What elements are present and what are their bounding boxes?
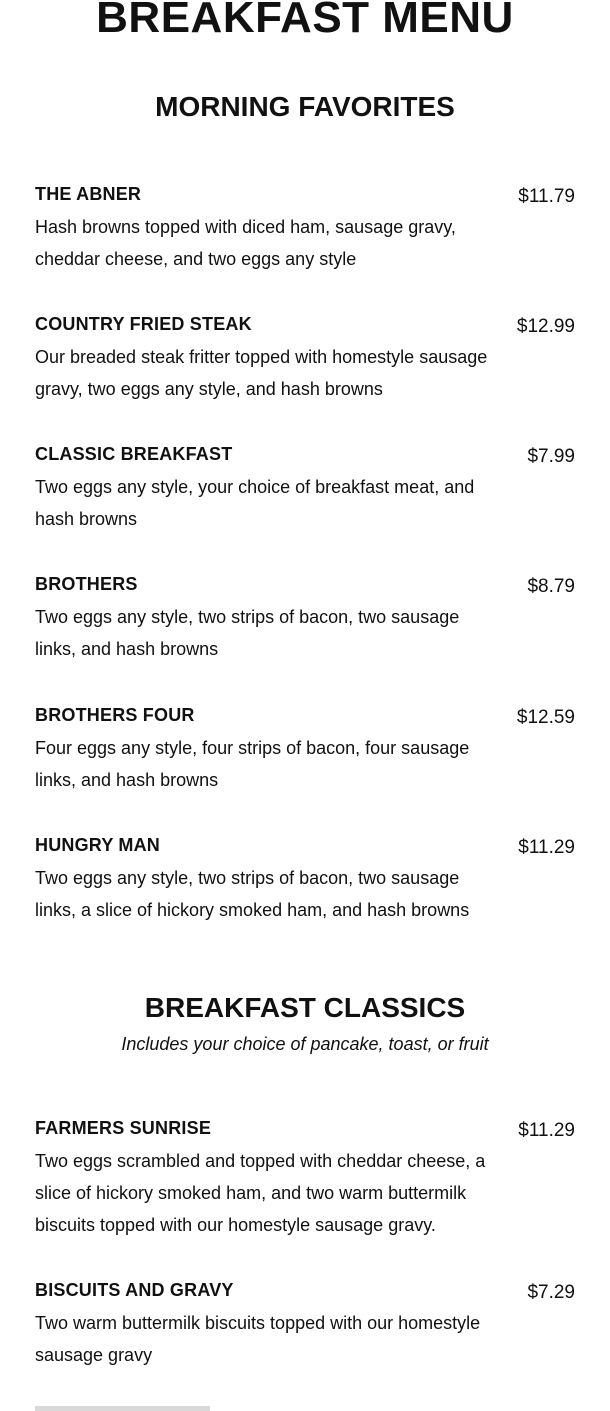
item-price: $11.79 <box>518 186 575 207</box>
next-item-cutoff <box>35 1404 210 1411</box>
item-description: Two eggs any style, two strips of bacon, two sausage links, and hash browns <box>35 607 460 659</box>
item-price: $11.29 <box>518 837 575 858</box>
item-name: THE ABNER <box>35 184 142 204</box>
item-description: Hash browns topped with diced ham, sausage gravy, cheddar cheese, and two eggs any style <box>35 217 456 269</box>
item-description: Two eggs any style, two strips of bacon, two sausage links, a slice of hickory smoked ham, and hash browns <box>35 868 470 920</box>
section-subtitle: Includes your choice of pancake, toast, or fruit <box>121 1034 489 1054</box>
item-description: Two warm buttermilk biscuits topped with our homestyle sausage gravy <box>35 1313 481 1365</box>
item-description: Our breaded steak fritter topped with homestyle sausage gravy, two eggs any style, and hash browns <box>35 347 488 399</box>
item-name: COUNTRY FRIED STEAK <box>35 314 252 334</box>
item-price: $7.29 <box>527 1282 575 1303</box>
item-description: Two eggs scrambled and topped with cheddar cheese, a slice of hickory smoked ham, and two warm buttermilk biscuits topped with our homestyle sausage gravy. <box>35 1151 486 1235</box>
item-description: Two eggs any style, your choice of breakfast meat, and hash browns <box>35 477 475 529</box>
section-heading-breakfast-classics: BREAKFAST CLASSICS <box>144 992 466 1023</box>
item-name: BROTHERS <box>35 574 138 594</box>
item-price: $8.79 <box>527 576 575 597</box>
item-name: HUNGRY MAN <box>35 835 161 855</box>
cutoff-bar <box>35 1406 210 1411</box>
item-name: CLASSIC BREAKFAST <box>35 444 233 464</box>
page-title: BREAKFAST MENU <box>96 0 514 42</box>
item-price: $12.99 <box>516 316 575 337</box>
item-price: $12.59 <box>516 707 575 728</box>
item-price: $11.29 <box>518 1120 575 1141</box>
item-price: $7.99 <box>527 446 575 467</box>
item-name: BROTHERS FOUR <box>35 705 195 725</box>
section-heading-morning-favorites: MORNING FAVORITES <box>155 91 455 122</box>
item-name: BISCUITS AND GRAVY <box>35 1280 234 1300</box>
item-description: Four eggs any style, four strips of bacon, four sausage links, and hash browns <box>35 738 470 790</box>
item-name: FARMERS SUNRISE <box>35 1118 212 1138</box>
